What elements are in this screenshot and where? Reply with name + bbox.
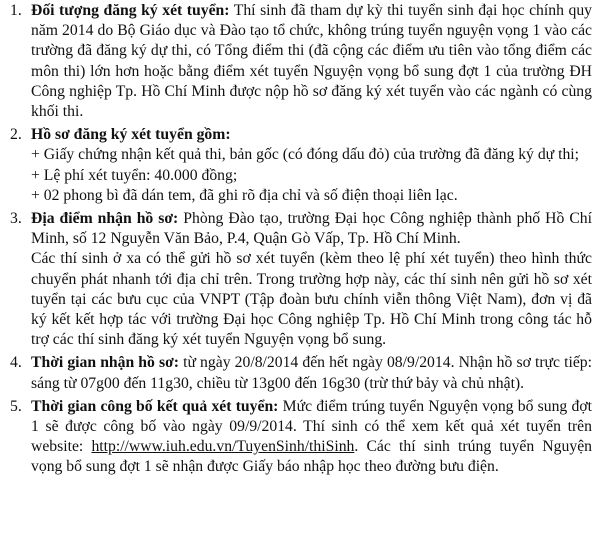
section-heading: Thời gian nhận hồ sơ: xyxy=(31,354,179,372)
section-1 xyxy=(6,1,592,122)
section-number: 5. xyxy=(10,397,22,415)
section-3 xyxy=(6,209,592,350)
section-text: Phòng Đào tạo, trường Đại học Công nghiệp thành phố Hồ Chí Minh, số 12 Nguyễn Văn Bảo, P.4, Quận Gò Vấp, Tp. Hồ Chí Minh. xyxy=(31,210,593,248)
section-paragraph: Các thí sinh ở xa có thể gửi hồ sơ xét tuyển (kèm theo lệ phí xét tuyển) theo hình thức chuyển phát nhanh tới địa chỉ trên. Trong trường hợp này, các thí sinh nên gửi hồ sơ xét tuyển tại các bưu cục của VNPT (Tập đoàn bưu chính viễn thông Việt Nam), đơn vị đã ký kết kết hợp tác với trường Đại học Công nghiệp Tp. Hồ Chí Minh trong công tác hỗ trợ các thí sinh đăng ký xét tuyển Nguyện vọng bổ sung. xyxy=(31,250,592,349)
section-number: 4. xyxy=(10,354,22,372)
requirement-line: + Lệ phí xét tuyển: 40.000 đồng; xyxy=(31,166,238,184)
section-5 xyxy=(6,397,592,478)
section-number: 1. xyxy=(10,2,22,19)
section-heading: Địa điểm nhận hồ sơ: xyxy=(31,210,179,228)
section-heading: Đối tượng đăng ký xét tuyển: xyxy=(31,2,230,19)
section-4 xyxy=(6,353,592,393)
section-2 xyxy=(6,125,592,206)
section-text: Thí sinh đã tham dự kỳ thi tuyển sinh đại học chính quy năm 2014 do Bộ Giáo dục và Đào tạo tổ chức, không trúng tuyển nguyện vọng 1 vào các trường đã đăng ký dự thi, có Tổng điểm thi (đã cộng các điểm ưu tiên vào tổng điểm các môn thi) lớn hơn hoặc bằng điểm xét tuyển Nguyện vọng bổ sung đợt 1 của trường ĐH Công nghiệp Tp. Hồ Chí Minh được nộp hồ sơ đăng ký xét tuyển vào các ngành có cùng khối thi. xyxy=(31,2,593,121)
section-number: 2. xyxy=(10,126,22,144)
requirement-line: + Giấy chứng nhận kết quả thi, bản gốc (có đóng dấu đỏ) của trường đã đăng ký dự thi; xyxy=(31,146,580,164)
section-number: 3. xyxy=(10,210,22,228)
section-text: Mức điểm trúng tuyển Nguyện vọng bổ sung đợt 1 sẽ được công bố vào ngày 09/9/2014. Thí sinh có thể xem kết quả xét tuyển trên website: xyxy=(31,397,592,456)
section-text: từ ngày 20/8/2014 đến hết ngày 08/9/2014. Nhận hồ sơ trực tiếp: sáng từ 07g00 đến 11g30, chiều từ 13g00 đến 16g30 (trừ thứ bảy và chủ nhật). xyxy=(31,354,592,392)
website-link[interactable]: http://www.iuh.edu.vn/TuyenSinh/thiSinh xyxy=(91,438,355,456)
section-heading: Hồ sơ đăng ký xét tuyển gồm: xyxy=(31,126,231,144)
requirement-line: + 02 phong bì đã dán tem, đã ghi rõ địa chỉ và số điện thoại liên lạc. xyxy=(31,186,458,204)
section-heading: Thời gian công bố kết quả xét tuyển: xyxy=(31,397,279,415)
section-text-end: . Các thí sinh trúng tuyển Nguyện vọng bổ sung đợt 1 sẽ nhận được Giấy báo nhập học theo đường bưu điện. xyxy=(31,438,592,476)
